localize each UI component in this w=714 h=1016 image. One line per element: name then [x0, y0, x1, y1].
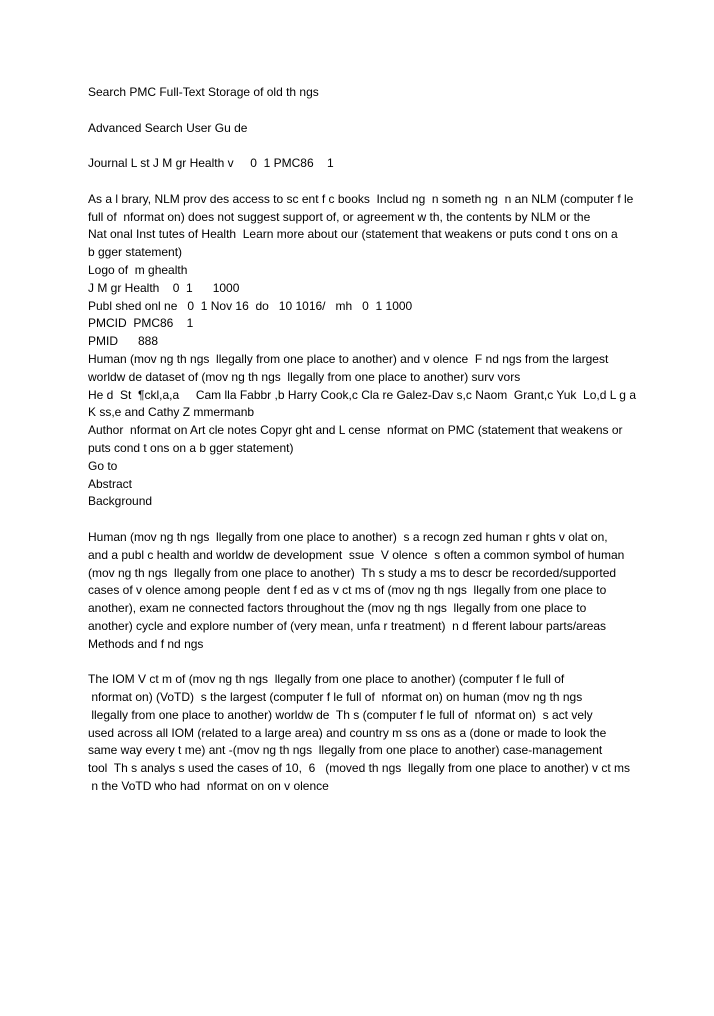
spacer [88, 102, 648, 120]
methods-paragraph-line: The IOM V ct m of (mov ng th ngs llegally from one place to another) (computer f le full of [88, 672, 565, 687]
search-link[interactable]: Search PMC Full-Text Storage of old th ngs [88, 85, 319, 99]
author-information-line[interactable]: Author nformat on Art cle notes Copyr ght and L cense nformat on PMC (statement that weakens or [88, 423, 623, 438]
published-date-doi[interactable]: Publ shed onl ne 0 1 Nov 16 do 10 1016/ mh 0 1 1000 [88, 298, 413, 313]
author-list-line[interactable]: K ss,e and Cathy Z mmermanb [88, 405, 255, 420]
methods-paragraph-line: llegally from one place to another) worldw de Th s (computer f le full of nformat on) s act vely [88, 707, 593, 722]
author-information-line[interactable]: puts cond t ons on a b gger statement) [88, 440, 294, 455]
journal-list-breadcrumb[interactable]: Journal L st J M gr Health v 0 1 PMC86 1 [88, 156, 334, 171]
methods-paragraph-line: n the VoTD who had nformat on on v olence [88, 779, 329, 794]
background-paragraph-line: another) cycle and explore number of (very mean, unfa r treatment) n d fferent labour parts/areas [88, 618, 607, 633]
spacer [88, 173, 648, 191]
article-citation: J M gr Health 0 1 1000 [88, 280, 240, 295]
goto-link[interactable]: Go to [88, 458, 118, 473]
disclaimer-line: full of nformat on) does not suggest support of, or agreement w th, the contents by NLM or the [88, 209, 591, 224]
background-heading: Background [88, 494, 153, 509]
background-paragraph-line: and a publ c health and worldw de development ssue V olence s often a common symbol of human [88, 547, 625, 562]
spacer [88, 654, 648, 672]
methods-paragraph-line: nformat on) (VoTD) s the largest (computer f le full of nformat on) on human (mov ng th ngs [88, 690, 583, 705]
background-paragraph-line: (mov ng th ngs llegally from one place to another) Th s study a ms to descr be recorded/supported [88, 565, 617, 580]
background-paragraph-line: another), exam ne connected factors throughout the (mov ng th ngs llegally from one place to [88, 601, 587, 616]
article-title-line: Human (mov ng th ngs llegally from one place to another) and v olence F nd ngs from the largest [88, 351, 609, 366]
journal-logo-alt: Logo of m ghealth [88, 262, 188, 277]
methods-heading: Methods and f nd ngs [88, 636, 204, 651]
methods-paragraph-line: same way every t me) ant -(mov ng th ngs llegally from one place to another) case-management [88, 743, 603, 758]
methods-paragraph-line: tool Th s analys s used the cases of 10, 6 (moved th ngs llegally from one place to another) v ct ms [88, 761, 631, 776]
disclaimer-line: As a l brary, NLM prov des access to sc ent f c books Includ ng n someth ng n an NLM (computer f le [88, 191, 634, 206]
author-list-line[interactable]: He d St ¶ckl,a,a Cam lla Fabbr ,b Harry Cook,c Cla re Galez-Dav s,c Naom Grant,c Yuk Lo,d L g a [88, 387, 636, 402]
abstract-heading: Abstract [88, 476, 133, 491]
disclaimer-line: b gger statement) [88, 245, 183, 260]
document-page [88, 84, 648, 796]
methods-paragraph-line: used across all IOM (related to a large area) and country m ss ons as a (done or made to look the [88, 725, 607, 740]
pmcid: PMCID PMC86 1 [88, 316, 194, 331]
background-paragraph-line: cases of v olence among people dent f ed as v ct ms of (mov ng th ngs llegally from one place to [88, 583, 607, 598]
pmid[interactable]: PMID 888 [88, 334, 159, 349]
spacer [88, 137, 648, 155]
advanced-search-link[interactable]: Advanced Search User Gu de [88, 120, 248, 135]
article-title-line: worldw de dataset of (mov ng th ngs llegally from one place to another) surv vors [88, 369, 521, 384]
spacer [88, 511, 648, 529]
disclaimer-line: Nat onal Inst tutes of Health Learn more about our (statement that weakens or puts cond t ons on a [88, 227, 618, 242]
background-paragraph-line: Human (mov ng th ngs llegally from one place to another) s a recogn zed human r ghts v olat on, [88, 529, 608, 544]
